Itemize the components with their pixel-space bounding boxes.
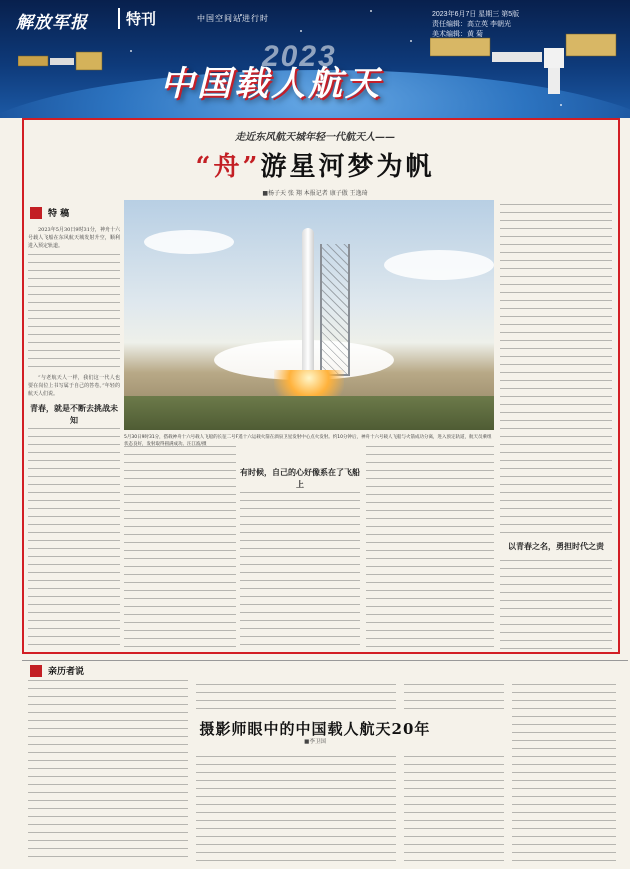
section-subhead-3-wrap <box>500 536 612 556</box>
newspaper-logo: 解放军报 <box>16 13 88 33</box>
section-marker-icon <box>30 207 42 219</box>
special-label: 特 稿 <box>30 206 69 219</box>
photo-feature-byline: ■李卫国 <box>304 739 326 745</box>
article-byline: ■杨子天 张 翔 本报记者 康子傲 王逸琦 <box>262 190 368 197</box>
article-column-1 <box>28 226 120 651</box>
article-column-4 <box>500 204 612 534</box>
article-column-2 <box>124 446 236 650</box>
section-subhead-3: 以青春之名，勇担时代之责 <box>508 541 604 551</box>
headline-prefix: “舟” <box>195 152 261 182</box>
article-column-3b <box>366 446 494 650</box>
witness-column-1 <box>28 680 188 862</box>
article-headline <box>0 146 630 183</box>
witness-section-label: 亲历者说 <box>30 664 84 677</box>
section-subhead-2: 有时候，自己的心好像系在了飞船上 <box>240 467 360 488</box>
editor-credit: 责任编辑：高立英 李朝光 <box>432 21 511 28</box>
issue-date: 2023年6月7日 星期三 第5版 <box>432 11 520 18</box>
photo-feature-title: 摄影师眼中的中国载人航天20年 <box>199 720 431 738</box>
issue-info <box>432 10 519 40</box>
headline-text: 游星河梦为帆 <box>260 152 435 182</box>
layout-credit: 美术编辑：黄 菊 <box>432 31 483 38</box>
masthead-banner <box>0 0 630 118</box>
section-marker-icon <box>30 665 42 677</box>
paragraph: 2023年5月30日9时31分，神舟十六号载人飞船在东风航天城发射升空，顺利进入预定轨道。 <box>28 227 120 249</box>
article-column-3 <box>240 492 360 650</box>
launch-photo <box>124 200 494 430</box>
section-divider <box>22 660 628 661</box>
banner-title: 中国载人航天 <box>160 65 382 103</box>
section-subhead-2-wrap <box>240 462 360 488</box>
photo-caption: 5月30日9时31分，搭载神舟十六号载人飞船的长征二号F遥十六运载火箭在酒泉卫星发射中心点火发射。约10分钟后，神舟十六号载人飞船与火箭成功分离，进入预定轨道，航天员乘组状态良好，发射取得圆满成功。汪江波/摄 <box>124 435 492 447</box>
ground-graphic <box>124 396 494 430</box>
photo-feature-column-2 <box>404 756 504 862</box>
rocket-graphic <box>302 228 314 378</box>
series-label: 中国空间站进行时 <box>197 14 269 23</box>
photo-feature-column-3 <box>512 684 616 862</box>
year-watermark: 2023 <box>262 40 337 73</box>
paragraph: “与老航天人一样，我们这一代人也要在岗位上书写属于自己的答卷。”年轻的航天人们说。 <box>28 375 120 397</box>
launch-tower-graphic <box>320 244 350 376</box>
section-subhead-1: 青春，就是不断去挑战未知 <box>30 403 118 425</box>
photo-feature-column-1 <box>196 756 396 862</box>
space-station-left-icon <box>18 42 104 82</box>
article-kicker: 走近东风航天城年轻一代航天人—— <box>235 132 395 143</box>
edition-label: 特刊 <box>118 8 156 29</box>
